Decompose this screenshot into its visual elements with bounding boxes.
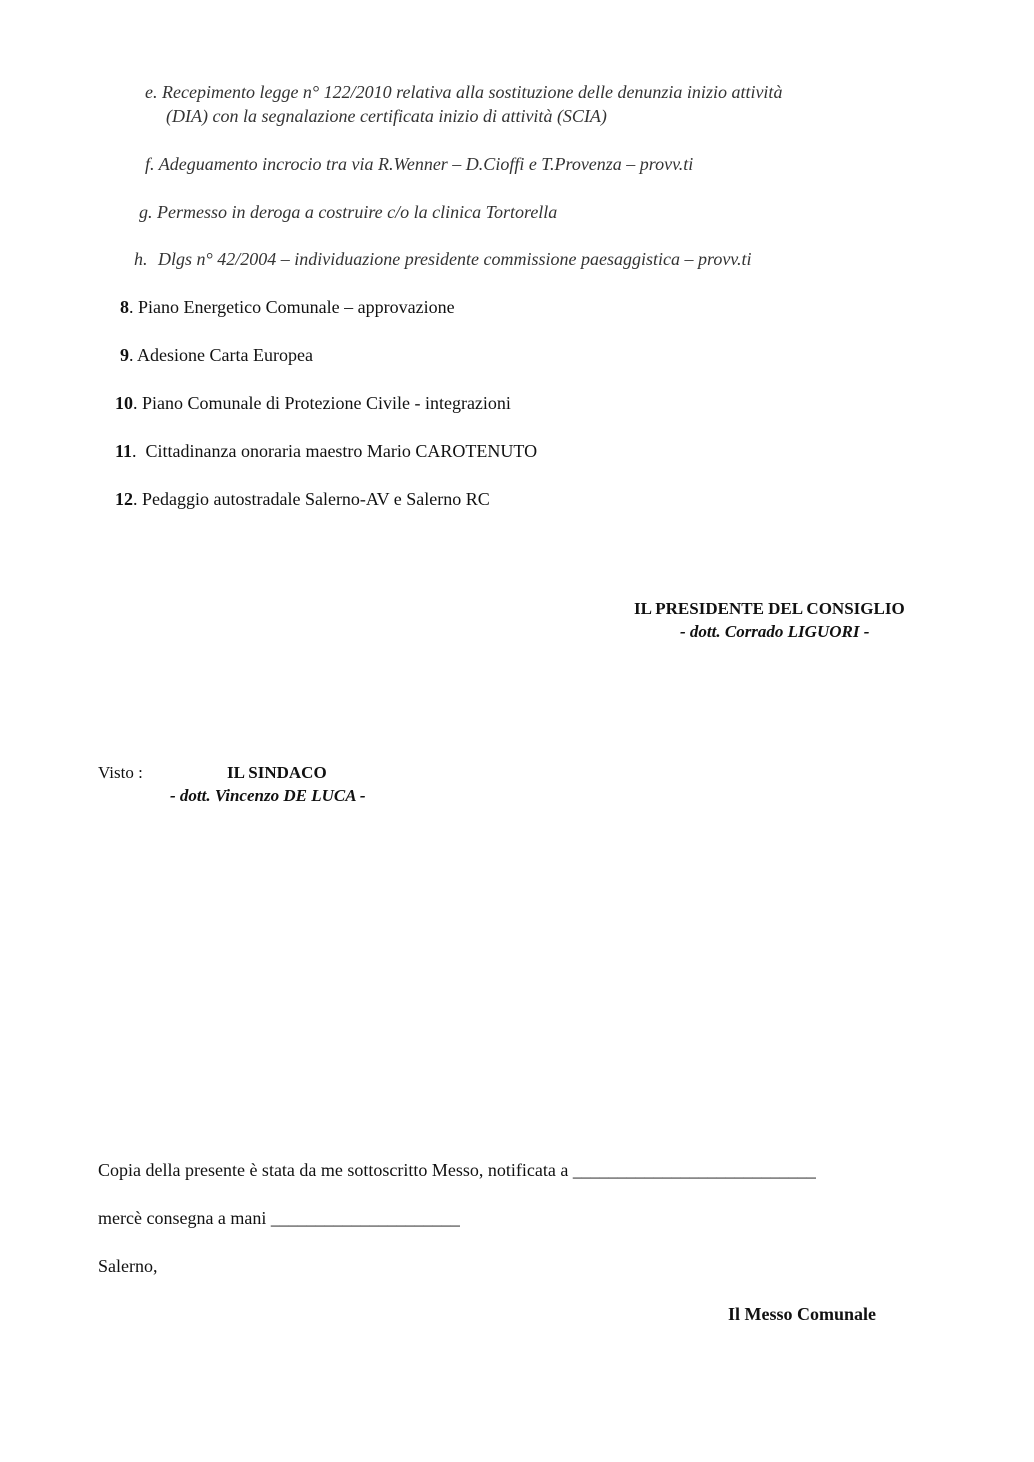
agenda-item-number: 9 [120,345,129,365]
sub-item-letter: h. [134,249,148,269]
sub-item-h [134,248,751,270]
messenger-signature: Il Messo Comunale [728,1304,876,1324]
sub-item-text: Adeguamento incrocio tra via R.Wenner – D.Cioffi e T.Provenza – provv.ti [158,154,694,174]
sub-item-text: Dlgs n° 42/2004 – individuazione presidente commissione paesaggistica – provv.ti [158,249,752,269]
sub-item-text: Permesso in deroga a costruire c/o la clinica Tortorella [157,202,558,222]
notice-line: Copia della presente è stata da me sottoscritto Messo, notificata a ___________________________ [98,1160,816,1180]
agenda-item-separator: . [133,393,142,413]
agenda-item-12 [115,488,490,510]
agenda-item-text: Cittadinanza onoraria maestro Mario CAROTENUTO [145,441,538,461]
mayor-title: IL SINDACO [227,763,327,782]
agenda-item-number: 8 [120,297,129,317]
sub-item-f [145,153,693,175]
visto-label: Visto : [98,763,143,782]
sub-item-e-continuation: (DIA) con la segnalazione certificata inizio di attività (SCIA) [166,106,607,126]
agenda-item-text: Piano Comunale di Protezione Civile - integrazioni [142,393,511,413]
sub-item-letter: e. [145,82,158,102]
agenda-item-separator: . [132,441,146,461]
agenda-item-number: 10 [115,393,133,413]
place-line: Salerno, [98,1256,158,1276]
agenda-item-separator: . [133,489,142,509]
sub-item-e [145,81,782,103]
agenda-item-9 [120,344,313,366]
president-name: - dott. Corrado LIGUORI - [680,622,870,641]
agenda-item-8 [120,296,455,318]
mayor-name: - dott. Vincenzo DE LUCA - [170,786,366,805]
agenda-item-number: 12 [115,489,133,509]
agenda-item-separator: . [129,297,138,317]
agenda-item-text: Pedaggio autostradale Salerno-AV e Salerno RC [142,489,490,509]
agenda-item-11 [115,440,537,462]
agenda-item-number: 11 [115,441,133,461]
sub-item-letter: g. [139,202,153,222]
sub-item-text: Recepimento legge n° 122/2010 relativa alla sostituzione delle denunzia inizio attività [162,82,783,102]
delivery-line: mercè consegna a mani _____________________ [98,1208,460,1228]
agenda-item-separator: . [129,345,138,365]
agenda-item-10 [115,392,511,414]
agenda-item-text: Adesione Carta Europea [137,345,313,365]
sub-item-g [139,201,557,223]
agenda-item-text: Piano Energetico Comunale – approvazione [138,297,455,317]
president-title: IL PRESIDENTE DEL CONSIGLIO [634,599,905,618]
sub-item-letter: f. [145,154,155,174]
